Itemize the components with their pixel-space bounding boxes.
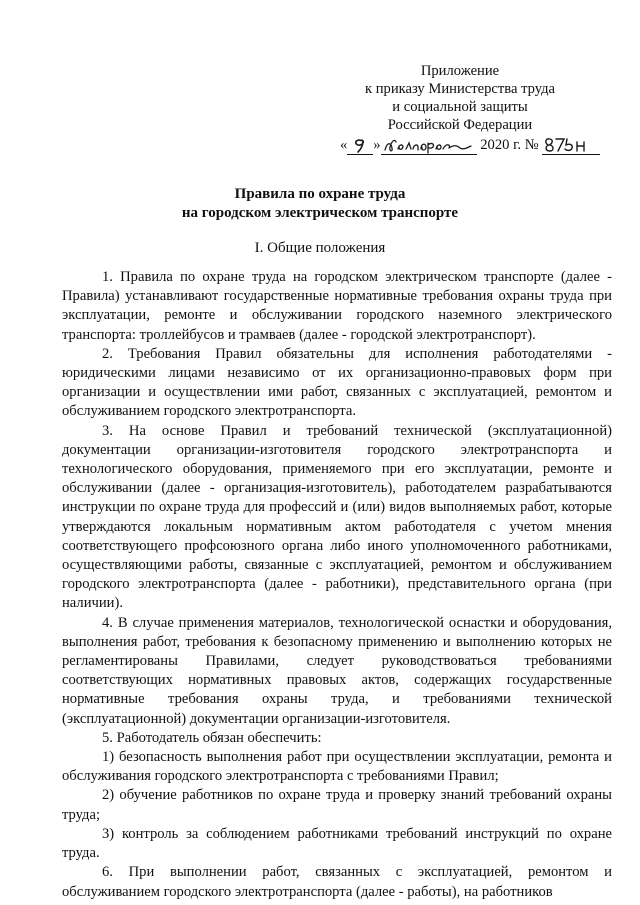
section-heading: I. Общие положения [254,240,386,256]
handwritten-day [347,136,373,154]
number-blank [542,136,600,155]
paragraph-2: 2. Требования Правил обязательны для исполнения работодателями - юридическими лицами независимо от их организационно-правовых форм при организации и осуществлении ими работ, связанных с эксплуатацией, ремонтом и обслуживанием городского электротранспорта. [62,345,612,420]
month-blank [381,136,477,155]
paragraph-5-item-3: 3) контроль за соблюдением работниками требований инструкций по охране труда. [62,825,612,862]
handwritten-month [381,136,477,154]
paragraph-5-item-1: 1) безопасность выполнения работ при осуществлении эксплуатации, ремонта и обслуживания городского электротранспорта с требованиями Правил; [62,749,612,785]
quote-close: » [373,137,381,153]
paragraph-5: 5. Работодатель обязан обеспечить: [102,729,322,746]
quote-open: « [340,137,348,153]
title-line-1: Правила по охране труда [234,186,406,202]
approval-line-2: к приказу Министерства труда [364,81,556,97]
approval-line-3: и социальной защиты [392,99,528,115]
paragraph-4: 4. В случае применения материалов, технологической оснастки и оборудования, выполнения работ, требования к безопасному применению и выполнению которых не регламентированы Правилами, следует руководствоваться требованиями соответствующих нормативных правовых актов, содержащих государственные нормативные требования охраны труда, и требованиями технической (эксплуатационной) документации организации-изготовителя. [62,614,612,727]
order-year-number-label: 2020 г. № [480,137,539,153]
document-body [62,268,612,902]
handwritten-order-number [542,136,600,154]
paragraph-6: 6. При выполнении работ, связанных с эксплуатацией, ремонтом и обслуживанием городского электротранспорта (далее - работы), на работников [62,864,612,900]
paragraph-1: 1. Правила по охране труда на городском электрическом транспорте (далее - Правила) устанавливают государственные нормативные требования охраны труда при эксплуатации, ремонте и обслуживании городского наземного электрического транспорта: троллейбусов и трамваев (далее - городской электротранспорт). [62,269,612,343]
document-title [0,185,640,223]
approval-line-4: Российской Федерации [387,117,533,133]
title-line-2: на городском электрическом транспорте [181,205,459,221]
order-date-line [340,136,590,156]
approval-block [330,62,590,156]
day-blank [347,136,373,155]
approval-line-1: Приложение [420,63,500,79]
paragraph-5-item-2: 2) обучение работников по охране труда и проверку знаний требований охраны труда; [62,787,612,823]
paragraph-3: 3. На основе Правил и требований технической (эксплуатационной) документации организации-изготовителя городского электротранспорта и технологического оборудования, применяемого при его эксплуатации, ремонте и обслуживании (далее - организация-изготовитель), работодателем разрабатываются инструкции по охране труда для профессий и (или) видов выполняемых работ, которые утверждаются локальным нормативным актом работодателя с учетом мнения соответствующего профсоюзного органа либо иного уполномоченного работниками, осуществляющими работы, связанные с эксплуатацией, ремонтом и обслуживанием городского электротранспорта (далее - работники), представительного органа (при наличии). [62,422,612,612]
